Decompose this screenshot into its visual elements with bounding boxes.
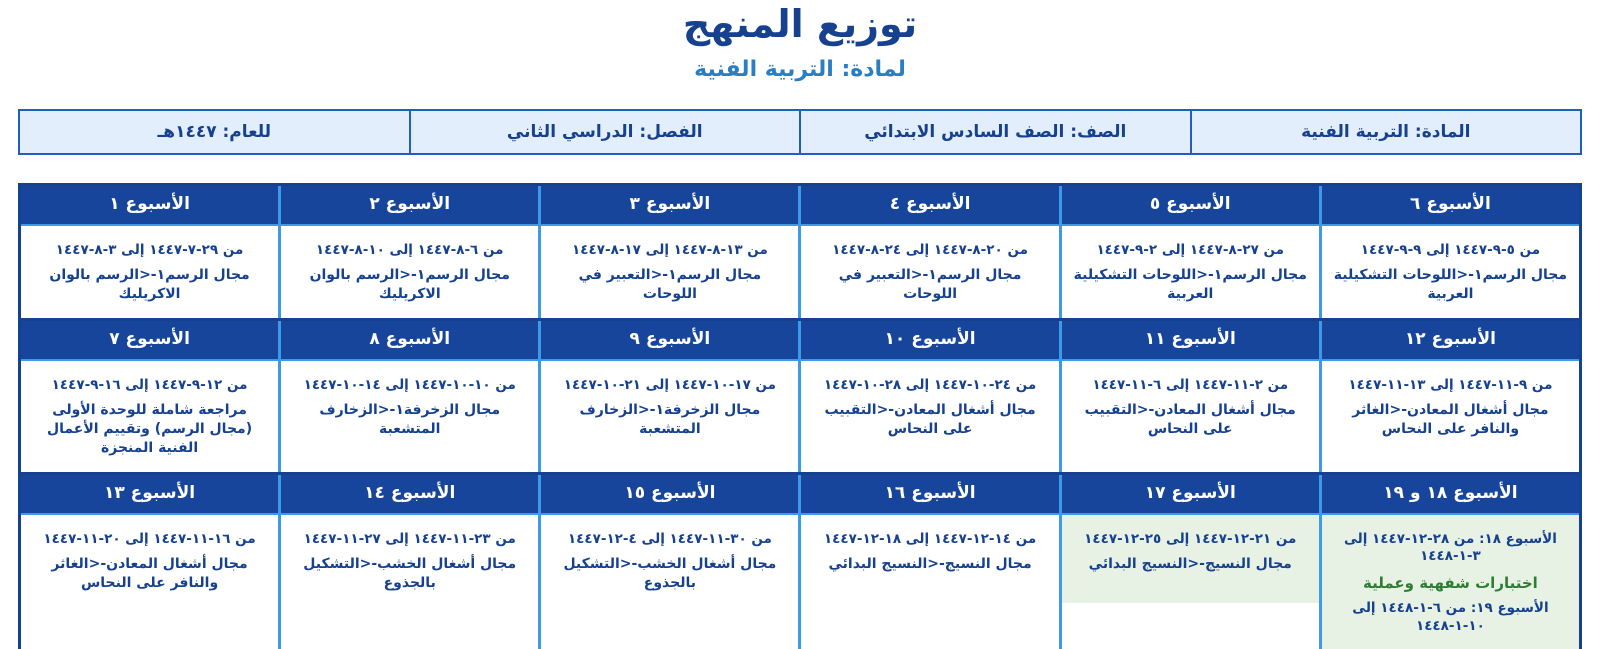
week-topic: مجال الزخرفة١-<الزخارف المتشعبة: [579, 402, 761, 438]
week-body: [281, 361, 538, 453]
week-date-range: من ٣٠-١١-١٤٤٧ إلى ٤-١٢-١٤٤٧: [567, 530, 772, 547]
week-date-range: من ٥-٩-١٤٤٧ إلى ٩-٩-١٤٤٧: [1360, 241, 1541, 258]
week-date-range: من ٢٤-١٠-١٤٤٧ إلى ٢٨-١٠-١٤٤٧: [823, 376, 1037, 393]
week-body: [541, 361, 798, 453]
week-topic: مجال أشغال الخشب-<التشكيل بالجذوع: [303, 556, 517, 592]
week-column[interactable]: [1319, 475, 1579, 649]
week-column[interactable]: [21, 321, 278, 472]
week-body: [1062, 515, 1319, 603]
week-topic: مجال أشغال المعادن-<الغاثر والنافر على النحاس: [51, 556, 248, 592]
week-body: [801, 226, 1058, 318]
week-topic: مجال أشغال الخشب-<التشكيل بالجذوع: [563, 556, 777, 592]
page-subtitle: لمادة: التربية الفنية: [694, 56, 906, 82]
week-header: الأسبوع ١٣: [21, 475, 278, 515]
week-body: [1322, 361, 1579, 453]
week-topic: مجال الرسم١-<اللوحات التشكيلية العربية: [1333, 267, 1568, 303]
week-row: [21, 472, 1579, 649]
week-column[interactable]: [538, 321, 798, 472]
week-topic: اختبارات شفهية وعملية: [1363, 573, 1538, 592]
info-bar: [18, 109, 1582, 155]
week-header: الأسبوع ٩: [541, 321, 798, 361]
info-cell-2: الفصل: الدراسي الثاني: [409, 111, 800, 153]
week-column[interactable]: [1319, 321, 1579, 472]
week-body: [281, 226, 538, 318]
week-body: [21, 361, 278, 472]
week-date-range: الأسبوع ١٨: من ٢٨-١٢-١٤٤٧ إلى ٣-١-١٤٤٨: [1343, 530, 1557, 565]
week-header: الأسبوع ١١: [1062, 321, 1319, 361]
week-body: [281, 515, 538, 607]
week-body: [801, 361, 1058, 453]
week-column[interactable]: [538, 186, 798, 318]
week-header: الأسبوع ٥: [1062, 186, 1319, 226]
week-column[interactable]: [538, 475, 798, 649]
week-date-range: من ٩-١١-١٤٤٧ إلى ١٣-١١-١٤٤٧: [1348, 376, 1553, 393]
week-header: الأسبوع ٨: [281, 321, 538, 361]
week-column[interactable]: [278, 475, 538, 649]
week-date-range: من ٢٧-٨-١٤٤٧ إلى ٢-٩-١٤٤٧: [1096, 241, 1285, 258]
week-header: الأسبوع ١: [21, 186, 278, 226]
title-block: [0, 0, 1600, 83]
week-column[interactable]: [21, 475, 278, 649]
week-body: [1322, 515, 1579, 649]
week-date-range: من ١٦-١١-١٤٤٧ إلى ٢٠-١١-١٤٤٧: [43, 530, 256, 547]
week-row: [21, 186, 1579, 318]
week-column[interactable]: [278, 321, 538, 472]
week-topic: مراجعة شاملة للوحدة الأولى (مجال الرسم) وتقييم الأعمال الفنية المنجزة: [46, 402, 253, 457]
week-topic: مجال الرسم١-<الرسم بالوان الاكريليك: [49, 267, 250, 303]
week-header: الأسبوع ١٦: [801, 475, 1058, 515]
week-column[interactable]: [1319, 186, 1579, 318]
week-column[interactable]: [1059, 321, 1319, 472]
week-header: الأسبوع ٣: [541, 186, 798, 226]
week-topic: مجال الرسم١-<التعبير في اللوحات: [838, 267, 1022, 303]
week-column[interactable]: [798, 186, 1058, 318]
week-header: الأسبوع ١٠: [801, 321, 1058, 361]
week-topic: مجال النسيج-<النسيج البدائي: [828, 556, 1032, 573]
week-header: الأسبوع ١٢: [1322, 321, 1579, 361]
week-body: [801, 515, 1058, 603]
week-header: الأسبوع ٦: [1322, 186, 1579, 226]
week-header: الأسبوع ١٥: [541, 475, 798, 515]
week-topic: مجال الرسم١-<اللوحات التشكيلية العربية: [1073, 267, 1307, 303]
weeks-table: [18, 183, 1582, 649]
week-column[interactable]: [1059, 475, 1319, 649]
week-header: الأسبوع ١٧: [1062, 475, 1319, 515]
week-column[interactable]: [1059, 186, 1319, 318]
week-row: [21, 318, 1579, 472]
week-header: الأسبوع ٧: [21, 321, 278, 361]
week-date-range: من ٢-١١-١٤٤٧ إلى ٦-١١-١٤٤٧: [1092, 376, 1289, 393]
week-header: الأسبوع ٢: [281, 186, 538, 226]
week-body: [1062, 226, 1319, 318]
week-date-range: من ١٠-١٠-١٤٤٧ إلى ١٤-١٠-١٤٤٧: [303, 376, 516, 393]
week-date-range: من ١٤-١٢-١٤٤٧ إلى ١٨-١٢-١٤٤٧: [823, 530, 1037, 547]
week-body: [541, 226, 798, 318]
week-date-range: من ٢٣-١١-١٤٤٧ إلى ٢٧-١١-١٤٤٧: [303, 530, 516, 547]
week-topic: مجال أشغال المعادن-<الغاثر والنافر على النحاس: [1352, 402, 1549, 438]
week-topic: مجال النسيج-<النسيج البدائي: [1088, 556, 1292, 573]
info-cell-3: للعام: ١٤٤٧هـ: [157, 122, 272, 143]
week-date-range: من ٢١-١٢-١٤٤٧ إلى ٢٥-١٢-١٤٤٧: [1084, 530, 1297, 547]
week-date-range: من ١٢-٩-١٤٤٧ إلى ١٦-٩-١٤٤٧: [51, 376, 248, 393]
week-header: الأسبوع ١٨ و ١٩: [1322, 475, 1579, 515]
info-cell-1: الصف: الصف السادس الابتدائي: [799, 111, 1190, 153]
week-topic: مجال أشغال المعادن-<التقبيب على النحاس: [824, 402, 1036, 438]
week-date-range: من ١٣-٨-١٤٤٧ إلى ١٧-٨-١٤٤٧: [571, 241, 768, 258]
week-body: [1322, 226, 1579, 318]
week-topic: مجال أشغال المعادن-<التقبيب على النحاس: [1084, 402, 1296, 438]
week-date-range: من ٢٠-٨-١٤٤٧ إلى ٢٤-٨-١٤٤٧: [832, 241, 1028, 258]
week-column[interactable]: [21, 186, 278, 318]
week-column[interactable]: [798, 475, 1058, 649]
week-header: الأسبوع ١٤: [281, 475, 538, 515]
week-topic: مجال الرسم١-<التعبير في اللوحات: [578, 267, 762, 303]
week-header: الأسبوع ٤: [801, 186, 1058, 226]
week-date-range: من ١٧-١٠-١٤٤٧ إلى ٢١-١٠-١٤٤٧: [563, 376, 777, 393]
week-body: [1062, 361, 1319, 453]
info-cell-0: المادة: التربية الفنية: [1190, 111, 1581, 153]
week-body: [541, 515, 798, 607]
week-body: [21, 515, 278, 607]
week-date-range: من ٦-٨-١٤٤٧ إلى ١٠-٨-١٤٤٧: [315, 241, 504, 258]
week-date-range-secondary: الأسبوع ١٩: من ٦-١-١٤٤٨ إلى ١٠-١-١٤٤٨: [1352, 600, 1549, 634]
week-topic: مجال الرسم١-<الرسم بالوان الاكريليك: [309, 267, 510, 303]
week-column[interactable]: [798, 321, 1058, 472]
week-body: [21, 226, 278, 318]
page-title: توزيع المنهج: [682, 2, 918, 46]
week-topic: مجال الزخرفة١-<الزخارف المتشعبة: [319, 402, 501, 438]
week-date-range: من ٢٩-٧-١٤٤٧ إلى ٣-٨-١٤٤٧: [55, 241, 244, 258]
week-column[interactable]: [278, 186, 538, 318]
